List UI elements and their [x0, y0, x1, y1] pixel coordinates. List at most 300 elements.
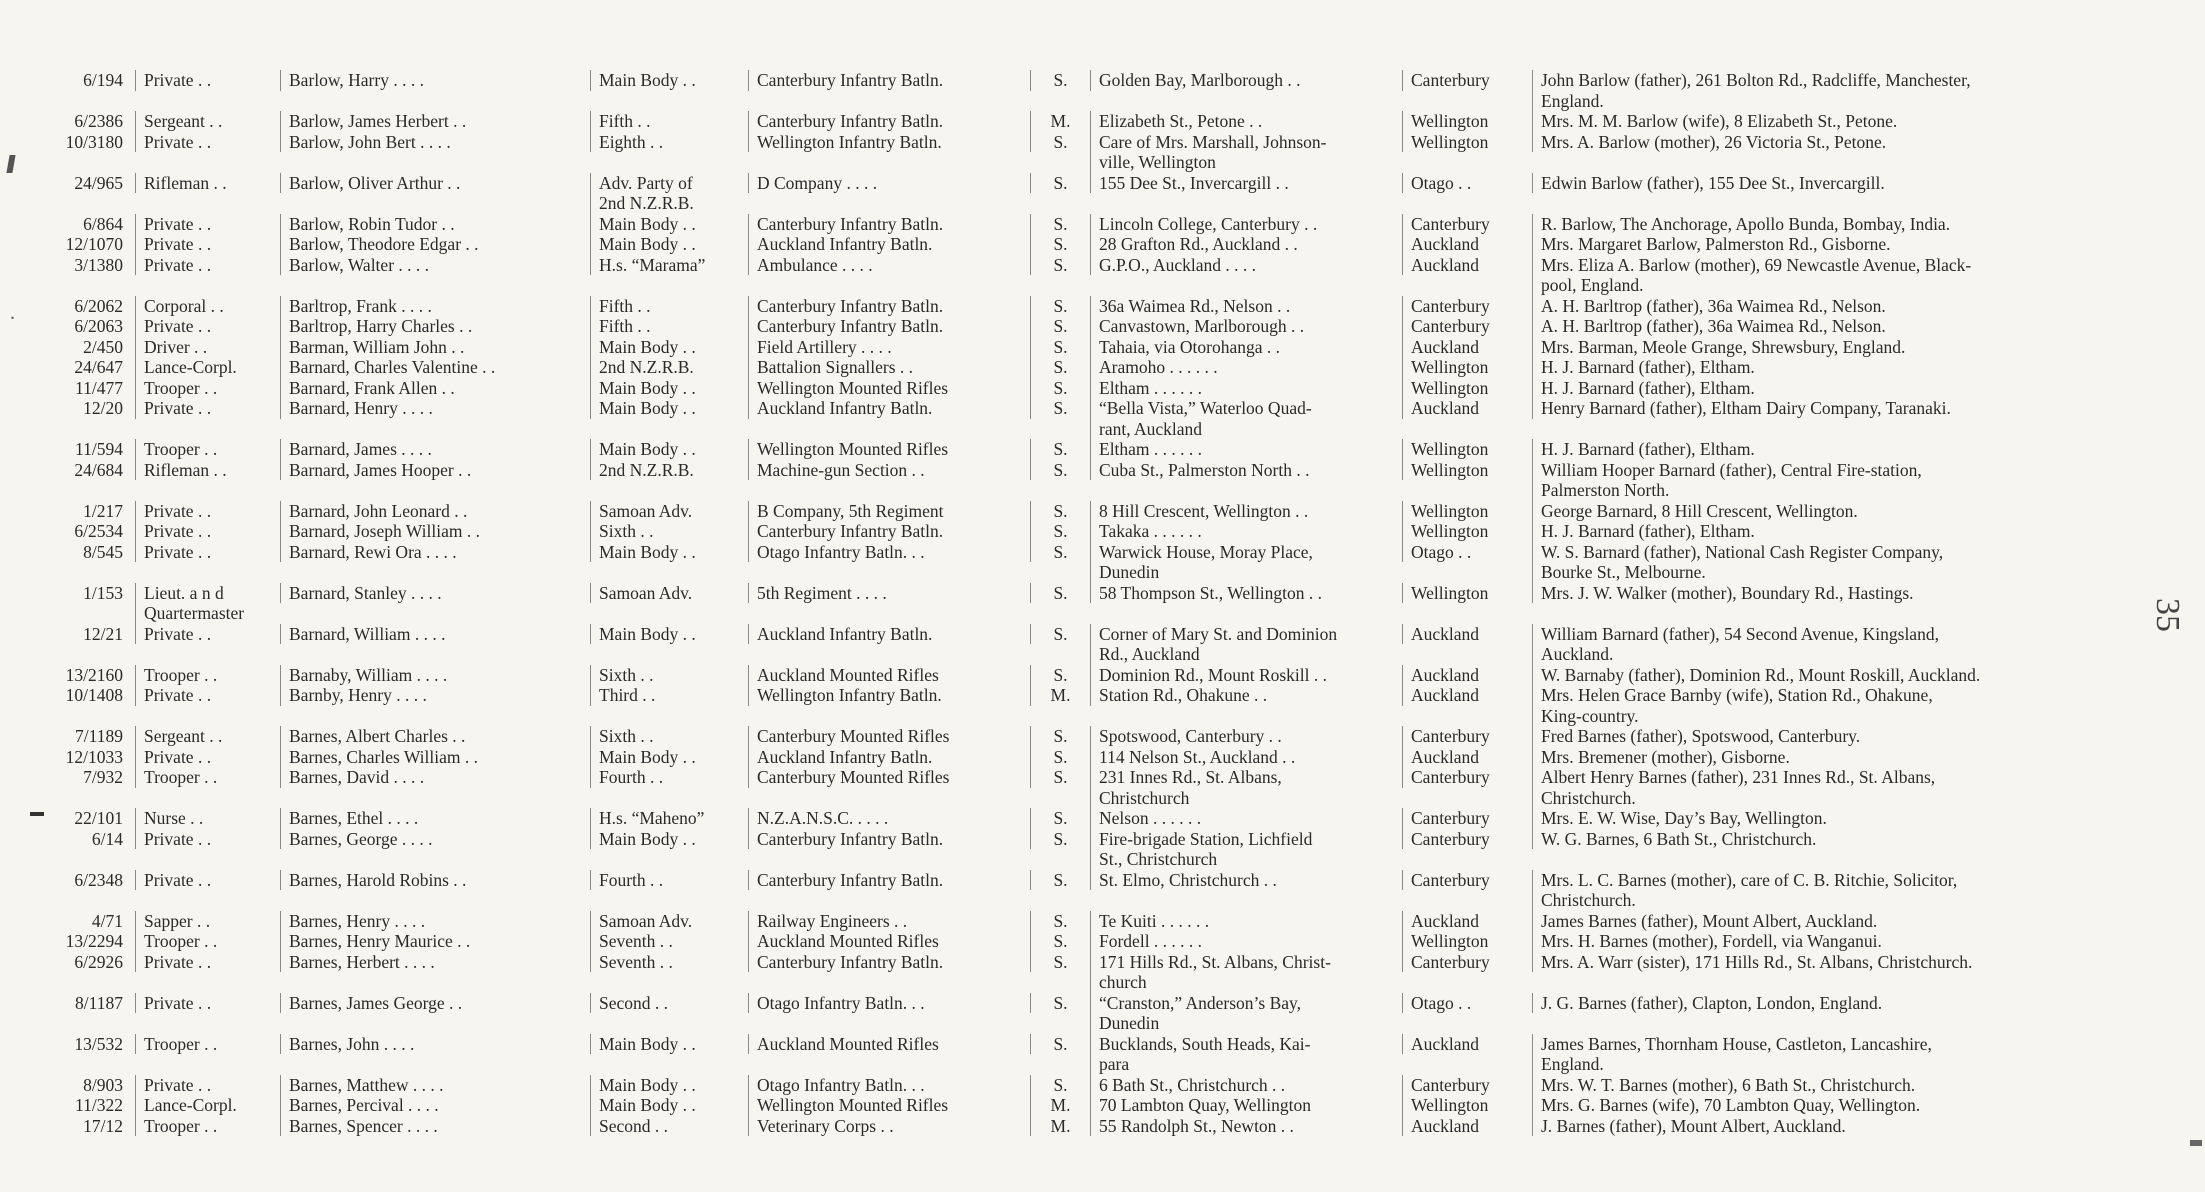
table-row: [40, 1075, 2150, 1096]
rank-cell: Private . .: [135, 685, 280, 706]
marital-status-cell: S.: [1030, 952, 1090, 973]
marital-status-cell: S.: [1030, 583, 1090, 604]
draft-cell: Third . .: [590, 685, 748, 706]
rank-cell: Sapper . .: [135, 911, 280, 932]
district-cell: Wellington: [1402, 460, 1532, 481]
last-address-cell: Bucklands, South Heads, Kai- para: [1090, 1034, 1402, 1075]
draft-cell: Adv. Party of 2nd N.Z.R.B.: [590, 173, 748, 214]
last-address-cell: 231 Innes Rd., St. Albans, Christchurch: [1090, 767, 1402, 808]
draft-cell: Sixth . .: [590, 521, 748, 542]
rank-cell: Nurse . .: [135, 808, 280, 829]
table-row: [40, 583, 2150, 624]
table-row: [40, 398, 2150, 439]
soldier-name-cell: Barnes, John . . . .: [280, 1034, 590, 1055]
soldier-name-cell: Barnes, Albert Charles . .: [280, 726, 590, 747]
service-number-cell: 8/1187: [75, 992, 123, 1013]
unit-cell: Auckland Infantry Batln.: [748, 747, 1030, 768]
soldier-name-cell: Barlow, James Herbert . .: [280, 111, 590, 132]
soldier-name-cell: Barlow, Oliver Arthur . .: [280, 173, 590, 194]
soldier-name-cell: Barnes, Percival . . . .: [280, 1095, 590, 1116]
edge-mark: [2190, 1140, 2202, 1146]
table-row: [40, 357, 2150, 378]
district-cell: Auckland: [1402, 1034, 1532, 1055]
unit-cell: Machine-gun Section . .: [748, 460, 1030, 481]
unit-cell: Battalion Signallers . .: [748, 357, 1030, 378]
marital-status-cell: S.: [1030, 521, 1090, 542]
table-row: [40, 173, 2150, 214]
next-of-kin-cell: Mrs. M. M. Barlow (wife), 8 Elizabeth St., Petone.: [1532, 111, 2150, 132]
rank-cell: Lance-Corpl.: [135, 357, 280, 378]
rank-cell: Driver . .: [135, 337, 280, 358]
last-address-cell: St. Elmo, Christchurch . .: [1090, 870, 1402, 891]
soldier-name-cell: Barnard, James . . . .: [280, 439, 590, 460]
soldier-name-cell: Barnes, Spencer . . . .: [280, 1116, 590, 1137]
unit-cell: Auckland Mounted Rifles: [748, 931, 1030, 952]
last-address-cell: 28 Grafton Rd., Auckland . .: [1090, 234, 1402, 255]
rank-cell: Trooper . .: [135, 1034, 280, 1055]
soldier-name-cell: Barltrop, Frank . . . .: [280, 296, 590, 317]
rank-cell: Rifleman . .: [135, 173, 280, 194]
service-number-cell: 12/21: [83, 623, 123, 644]
soldier-name-cell: Barnard, John Leonard . .: [280, 501, 590, 522]
last-address-cell: “Cranston,” Anderson’s Bay, Dunedin: [1090, 993, 1402, 1034]
service-number-cell: 22/101: [74, 808, 123, 828]
next-of-kin-cell: W. G. Barnes, 6 Bath St., Christchurch.: [1532, 829, 2150, 850]
draft-cell: Main Body . .: [590, 398, 748, 419]
district-cell: Wellington: [1402, 132, 1532, 153]
unit-cell: Auckland Infantry Batln.: [748, 624, 1030, 645]
district-cell: Wellington: [1402, 501, 1532, 522]
soldier-name-cell: Barnard, Henry . . . .: [280, 398, 590, 419]
marital-status-cell: S.: [1030, 234, 1090, 255]
table-row: [40, 255, 2150, 296]
next-of-kin-cell: Mrs. Eliza A. Barlow (mother), 69 Newcastle Avenue, Black- pool, England.: [1532, 255, 2150, 296]
table-row: [40, 665, 2150, 686]
table-row: [40, 111, 2150, 132]
service-number-cell: 12/1070: [65, 234, 123, 254]
draft-cell: Samoan Adv.: [590, 583, 748, 604]
next-of-kin-cell: H. J. Barnard (father), Eltham.: [1532, 521, 2150, 542]
rank-cell: Private . .: [135, 542, 280, 563]
rank-cell: Private . .: [135, 501, 280, 522]
last-address-cell: Dominion Rd., Mount Roskill . .: [1090, 665, 1402, 686]
service-number-cell: 24/647: [74, 357, 123, 377]
unit-cell: 5th Regiment . . . .: [748, 583, 1030, 604]
draft-cell: Main Body . .: [590, 439, 748, 460]
service-number-cell: 10/3180: [65, 131, 123, 152]
unit-cell: Canterbury Mounted Rifles: [748, 767, 1030, 788]
soldier-name-cell: Barlow, Walter . . . .: [280, 255, 590, 276]
district-cell: Auckland: [1402, 685, 1532, 706]
draft-cell: Main Body . .: [590, 378, 748, 399]
last-address-cell: G.P.O., Auckland . . . .: [1090, 255, 1402, 276]
page-number: 35: [2149, 598, 2186, 632]
table-row: [40, 952, 2150, 993]
unit-cell: Canterbury Mounted Rifles: [748, 726, 1030, 747]
rank-cell: Corporal . .: [135, 296, 280, 317]
last-address-cell: Golden Bay, Marlborough . .: [1090, 70, 1402, 91]
district-cell: Wellington: [1402, 357, 1532, 378]
table-row: [40, 808, 2150, 829]
next-of-kin-cell: Mrs. J. W. Walker (mother), Boundary Rd., Hastings.: [1532, 583, 2150, 604]
soldier-name-cell: Barnard, Stanley . . . .: [280, 583, 590, 604]
service-number-cell: 6/2063: [74, 316, 123, 336]
unit-cell: Wellington Mounted Rifles: [748, 1095, 1030, 1116]
soldier-name-cell: Barnard, James Hooper . .: [280, 460, 590, 481]
last-address-cell: Station Rd., Ohakune . .: [1090, 685, 1402, 706]
draft-cell: Fourth . .: [590, 870, 748, 891]
table-row: [40, 501, 2150, 522]
soldier-name-cell: Barlow, Robin Tudor . .: [280, 214, 590, 235]
table-row: [40, 337, 2150, 358]
draft-cell: Main Body . .: [590, 747, 748, 768]
table-row: [40, 214, 2150, 235]
district-cell: Wellington: [1402, 931, 1532, 952]
draft-cell: Fifth . .: [590, 296, 748, 317]
unit-cell: Canterbury Infantry Batln.: [748, 521, 1030, 542]
soldier-name-cell: Barnes, Harold Robins . .: [280, 870, 590, 891]
draft-cell: H.s. “Marama”: [590, 255, 748, 276]
soldier-name-cell: Barnes, Ethel . . . .: [280, 808, 590, 829]
table-row: [40, 726, 2150, 747]
district-cell: Wellington: [1402, 583, 1532, 604]
draft-cell: Main Body . .: [590, 234, 748, 255]
next-of-kin-cell: John Barlow (father), 261 Bolton Rd., Radcliffe, Manchester, England.: [1532, 70, 2150, 111]
rank-cell: Private . .: [135, 747, 280, 768]
table-row: [40, 767, 2150, 808]
soldier-name-cell: Barnes, Herbert . . . .: [280, 952, 590, 973]
soldier-name-cell: Barnard, William . . . .: [280, 624, 590, 645]
last-address-cell: Eltham . . . . . .: [1090, 378, 1402, 399]
last-address-cell: 36a Waimea Rd., Nelson . .: [1090, 296, 1402, 317]
last-address-cell: 58 Thompson St., Wellington . .: [1090, 583, 1402, 604]
last-address-cell: 171 Hills Rd., St. Albans, Christ- church: [1090, 952, 1402, 993]
rank-cell: Private . .: [135, 521, 280, 542]
district-cell: Auckland: [1402, 624, 1532, 645]
draft-cell: Fifth . .: [590, 111, 748, 132]
next-of-kin-cell: George Barnard, 8 Hill Crescent, Wellington.: [1532, 501, 2150, 522]
last-address-cell: 55 Randolph St., Newton . .: [1090, 1116, 1402, 1137]
margin-mark: [6, 155, 15, 173]
unit-cell: Wellington Infantry Batln.: [748, 132, 1030, 153]
marital-status-cell: S.: [1030, 726, 1090, 747]
next-of-kin-cell: J. Barnes (father), Mount Albert, Auckland.: [1532, 1116, 2150, 1137]
soldier-name-cell: Barnes, Henry Maurice . .: [280, 931, 590, 952]
unit-cell: Railway Engineers . .: [748, 911, 1030, 932]
soldier-name-cell: Barlow, John Bert . . . .: [280, 132, 590, 153]
district-cell: Auckland: [1402, 234, 1532, 255]
next-of-kin-cell: A. H. Barltrop (father), 36a Waimea Rd., Nelson.: [1532, 296, 2150, 317]
next-of-kin-cell: James Barnes (father), Mount Albert, Auckland.: [1532, 911, 2150, 932]
service-number-cell: 13/532: [74, 1033, 123, 1054]
unit-cell: Canterbury Infantry Batln.: [748, 111, 1030, 132]
last-address-cell: 114 Nelson St., Auckland . .: [1090, 747, 1402, 768]
rank-cell: Private . .: [135, 234, 280, 255]
next-of-kin-cell: Mrs. Margaret Barlow, Palmerston Rd., Gisborne.: [1532, 234, 2150, 255]
marital-status-cell: M.: [1030, 685, 1090, 706]
marital-status-cell: S.: [1030, 808, 1090, 829]
unit-cell: Canterbury Infantry Batln.: [748, 829, 1030, 850]
district-cell: Wellington: [1402, 111, 1532, 132]
soldier-name-cell: Barnes, George . . . .: [280, 829, 590, 850]
draft-cell: Seventh . .: [590, 952, 748, 973]
draft-cell: Main Body . .: [590, 337, 748, 358]
next-of-kin-cell: J. G. Barnes (father), Clapton, London, England.: [1532, 993, 2150, 1014]
marital-status-cell: S.: [1030, 542, 1090, 563]
draft-cell: Second . .: [590, 993, 748, 1014]
unit-cell: Canterbury Infantry Batln.: [748, 70, 1030, 91]
district-cell: Canterbury: [1402, 767, 1532, 788]
draft-cell: Fifth . .: [590, 316, 748, 337]
soldier-name-cell: Barnard, Joseph William . .: [280, 521, 590, 542]
service-number-cell: 7/1189: [75, 726, 123, 746]
last-address-cell: Takaka . . . . . .: [1090, 521, 1402, 542]
draft-cell: Eighth . .: [590, 132, 748, 153]
marital-status-cell: S.: [1030, 70, 1090, 91]
last-address-cell: Aramoho . . . . . .: [1090, 357, 1402, 378]
draft-cell: Main Body . .: [590, 1075, 748, 1096]
district-cell: Otago . .: [1402, 993, 1532, 1014]
table-row: [40, 1095, 2150, 1116]
unit-cell: Canterbury Infantry Batln.: [748, 952, 1030, 973]
soldier-name-cell: Barnes, David . . . .: [280, 767, 590, 788]
last-address-cell: Care of Mrs. Marshall, Johnson- ville, Wellington: [1090, 132, 1402, 173]
service-number-cell: 4/71: [91, 910, 123, 931]
marital-status-cell: M.: [1030, 1116, 1090, 1137]
rank-cell: Trooper . .: [135, 439, 280, 460]
draft-cell: Main Body . .: [590, 214, 748, 235]
next-of-kin-cell: Henry Barnard (father), Eltham Dairy Company, Taranaki.: [1532, 398, 2150, 419]
rank-cell: Trooper . .: [135, 767, 280, 788]
soldier-name-cell: Barnes, Henry . . . .: [280, 911, 590, 932]
service-number-cell: 17/12: [83, 1115, 123, 1136]
next-of-kin-cell: Mrs. A. Barlow (mother), 26 Victoria St., Petone.: [1532, 132, 2150, 153]
district-cell: Auckland: [1402, 911, 1532, 932]
district-cell: Canterbury: [1402, 870, 1532, 891]
next-of-kin-cell: Fred Barnes (father), Spotswood, Canterbury.: [1532, 726, 2150, 747]
district-cell: Canterbury: [1402, 1075, 1532, 1096]
unit-cell: Auckland Mounted Rifles: [748, 665, 1030, 686]
nominal-roll-table: [40, 70, 2150, 1136]
service-number-cell: 11/477: [75, 377, 123, 398]
soldier-name-cell: Barman, William John . .: [280, 337, 590, 358]
last-address-cell: Te Kuiti . . . . . .: [1090, 911, 1402, 932]
marital-status-cell: S.: [1030, 993, 1090, 1014]
next-of-kin-cell: James Barnes, Thornham House, Castleton, Lancashire, England.: [1532, 1034, 2150, 1075]
district-cell: Otago . .: [1402, 542, 1532, 563]
unit-cell: Otago Infantry Batln. . .: [748, 993, 1030, 1014]
unit-cell: B Company, 5th Regiment: [748, 501, 1030, 522]
service-number-cell: 6/864: [83, 213, 123, 234]
last-address-cell: Elizabeth St., Petone . .: [1090, 111, 1402, 132]
rank-cell: Private . .: [135, 952, 280, 973]
unit-cell: Ambulance . . . .: [748, 255, 1030, 276]
last-address-cell: Canvastown, Marlborough . .: [1090, 316, 1402, 337]
table-row: [40, 234, 2150, 255]
marital-status-cell: S.: [1030, 398, 1090, 419]
soldier-name-cell: Barnard, Rewi Ora . . . .: [280, 542, 590, 563]
unit-cell: Auckland Infantry Batln.: [748, 234, 1030, 255]
soldier-name-cell: Barlow, Theodore Edgar . .: [280, 234, 590, 255]
soldier-name-cell: Barnby, Henry . . . .: [280, 685, 590, 706]
last-address-cell: 70 Lambton Quay, Wellington: [1090, 1095, 1402, 1116]
soldier-name-cell: Barltrop, Harry Charles . .: [280, 316, 590, 337]
service-number-cell: 24/684: [74, 459, 123, 480]
service-number-cell: 24/965: [74, 172, 123, 193]
marital-status-cell: S.: [1030, 1034, 1090, 1055]
last-address-cell: Lincoln College, Canterbury . .: [1090, 214, 1402, 235]
last-address-cell: Cuba St., Palmerston North . .: [1090, 460, 1402, 481]
last-address-cell: Fire-brigade Station, Lichfield St., Christchurch: [1090, 829, 1402, 870]
rank-cell: Trooper . .: [135, 1116, 280, 1137]
district-cell: Auckland: [1402, 337, 1532, 358]
unit-cell: Wellington Mounted Rifles: [748, 439, 1030, 460]
district-cell: Canterbury: [1402, 70, 1532, 91]
rank-cell: Trooper . .: [135, 665, 280, 686]
soldier-name-cell: Barnaby, William . . . .: [280, 665, 590, 686]
next-of-kin-cell: Edwin Barlow (father), 155 Dee St., Invercargill.: [1532, 173, 2150, 194]
marital-status-cell: S.: [1030, 132, 1090, 153]
table-row: [40, 1116, 2150, 1137]
next-of-kin-cell: Mrs. L. C. Barnes (mother), care of C. B. Ritchie, Solicitor, Christchurch.: [1532, 870, 2150, 911]
next-of-kin-cell: Mrs. E. W. Wise, Day’s Bay, Wellington.: [1532, 808, 2150, 829]
district-cell: Wellington: [1402, 378, 1532, 399]
service-number-cell: 6/194: [83, 70, 123, 90]
table-row: [40, 931, 2150, 952]
district-cell: Auckland: [1402, 747, 1532, 768]
next-of-kin-cell: A. H. Barltrop (father), 36a Waimea Rd., Nelson.: [1532, 316, 2150, 337]
marital-status-cell: M.: [1030, 1095, 1090, 1116]
marital-status-cell: S.: [1030, 931, 1090, 952]
unit-cell: Canterbury Infantry Batln.: [748, 214, 1030, 235]
next-of-kin-cell: Mrs. G. Barnes (wife), 70 Lambton Quay, Wellington.: [1532, 1095, 2150, 1116]
rank-cell: Trooper . .: [135, 378, 280, 399]
last-address-cell: Eltham . . . . . .: [1090, 439, 1402, 460]
last-address-cell: 8 Hill Crescent, Wellington . .: [1090, 501, 1402, 522]
service-number-cell: 10/1408: [65, 685, 123, 705]
marital-status-cell: S.: [1030, 460, 1090, 481]
service-number-cell: 8/903: [83, 1074, 123, 1095]
district-cell: Otago . .: [1402, 173, 1532, 194]
service-number-cell: 6/2348: [74, 869, 123, 890]
marital-status-cell: S.: [1030, 747, 1090, 768]
district-cell: Canterbury: [1402, 808, 1532, 829]
marital-status-cell: S.: [1030, 337, 1090, 358]
marital-status-cell: S.: [1030, 665, 1090, 686]
service-number-cell: 11/322: [75, 1095, 123, 1115]
rank-cell: Private . .: [135, 624, 280, 645]
table-row: [40, 624, 2150, 665]
unit-cell: Wellington Mounted Rifles: [748, 378, 1030, 399]
soldier-name-cell: Barnard, Charles Valentine . .: [280, 357, 590, 378]
marital-status-cell: S.: [1030, 316, 1090, 337]
rank-cell: Private . .: [135, 214, 280, 235]
rank-cell: Rifleman . .: [135, 460, 280, 481]
service-number-cell: 12/20: [83, 398, 123, 418]
last-address-cell: Warwick House, Moray Place, Dunedin: [1090, 542, 1402, 583]
table-row: [40, 439, 2150, 460]
unit-cell: Otago Infantry Batln. . .: [748, 1075, 1030, 1096]
unit-cell: Wellington Infantry Batln.: [748, 685, 1030, 706]
district-cell: Canterbury: [1402, 726, 1532, 747]
district-cell: Wellington: [1402, 521, 1532, 542]
district-cell: Canterbury: [1402, 296, 1532, 317]
marital-status-cell: S.: [1030, 357, 1090, 378]
table-row: [40, 460, 2150, 501]
unit-cell: N.Z.A.N.S.C. . . . .: [748, 808, 1030, 829]
next-of-kin-cell: Mrs. W. T. Barnes (mother), 6 Bath St., Christchurch.: [1532, 1075, 2150, 1096]
draft-cell: Main Body . .: [590, 829, 748, 850]
service-number-cell: 8/545: [83, 541, 123, 562]
table-row: [40, 747, 2150, 768]
table-row: [40, 70, 2150, 111]
next-of-kin-cell: William Hooper Barnard (father), Central Fire-station, Palmerston North.: [1532, 460, 2150, 501]
table-row: [40, 521, 2150, 542]
table-row: [40, 316, 2150, 337]
draft-cell: H.s. “Maheno”: [590, 808, 748, 829]
draft-cell: Sixth . .: [590, 726, 748, 747]
marital-status-cell: S.: [1030, 173, 1090, 194]
marital-status-cell: S.: [1030, 214, 1090, 235]
last-address-cell: Corner of Mary St. and Dominion Rd., Auckland: [1090, 624, 1402, 665]
margin-dot: .: [10, 302, 15, 324]
last-address-cell: “Bella Vista,” Waterloo Quad- rant, Auckland: [1090, 398, 1402, 439]
unit-cell: Otago Infantry Batln. . .: [748, 542, 1030, 563]
draft-cell: Main Body . .: [590, 70, 748, 91]
rank-cell: Private . .: [135, 255, 280, 276]
unit-cell: Canterbury Infantry Batln.: [748, 316, 1030, 337]
marital-status-cell: S.: [1030, 501, 1090, 522]
marital-status-cell: S.: [1030, 1075, 1090, 1096]
last-address-cell: 155 Dee St., Invercargill . .: [1090, 173, 1402, 194]
rank-cell: Private . .: [135, 316, 280, 337]
service-number-cell: 6/2386: [74, 111, 123, 131]
district-cell: Auckland: [1402, 665, 1532, 686]
last-address-cell: Tahaia, via Otorohanga . .: [1090, 337, 1402, 358]
draft-cell: Main Body . .: [590, 624, 748, 645]
table-row: [40, 829, 2150, 870]
next-of-kin-cell: Mrs. Helen Grace Barnby (wife), Station Rd., Ohakune, King-country.: [1532, 685, 2150, 726]
marital-status-cell: S.: [1030, 911, 1090, 932]
draft-cell: 2nd N.Z.R.B.: [590, 357, 748, 378]
service-number-cell: 6/2534: [74, 521, 123, 541]
service-number-cell: 12/1033: [65, 746, 123, 767]
next-of-kin-cell: R. Barlow, The Anchorage, Apollo Bunda, Bombay, India.: [1532, 214, 2150, 235]
soldier-name-cell: Barnes, Matthew . . . .: [280, 1075, 590, 1096]
rank-cell: Private . .: [135, 993, 280, 1014]
district-cell: Canterbury: [1402, 829, 1532, 850]
soldier-name-cell: Barnard, Frank Allen . .: [280, 378, 590, 399]
last-address-cell: Nelson . . . . . .: [1090, 808, 1402, 829]
draft-cell: Fourth . .: [590, 767, 748, 788]
next-of-kin-cell: William Barnard (father), 54 Second Avenue, Kingsland, Auckland.: [1532, 624, 2150, 665]
marital-status-cell: S.: [1030, 255, 1090, 276]
table-row: [40, 1034, 2150, 1075]
next-of-kin-cell: H. J. Barnard (father), Eltham.: [1532, 357, 2150, 378]
last-address-cell: Fordell . . . . . .: [1090, 931, 1402, 952]
marital-status-cell: S.: [1030, 829, 1090, 850]
rank-cell: Private . .: [135, 829, 280, 850]
rank-cell: Private . .: [135, 132, 280, 153]
district-cell: Auckland: [1402, 1116, 1532, 1137]
next-of-kin-cell: W. Barnaby (father), Dominion Rd., Mount Roskill, Auckland.: [1532, 665, 2150, 686]
next-of-kin-cell: Mrs. A. Warr (sister), 171 Hills Rd., St. Albans, Christchurch.: [1532, 952, 2150, 973]
table-row: [40, 378, 2150, 399]
unit-cell: D Company . . . .: [748, 173, 1030, 194]
table-row: [40, 870, 2150, 911]
next-of-kin-cell: Albert Henry Barnes (father), 231 Innes Rd., St. Albans, Christchurch.: [1532, 767, 2150, 808]
next-of-kin-cell: H. J. Barnard (father), Eltham.: [1532, 378, 2150, 399]
